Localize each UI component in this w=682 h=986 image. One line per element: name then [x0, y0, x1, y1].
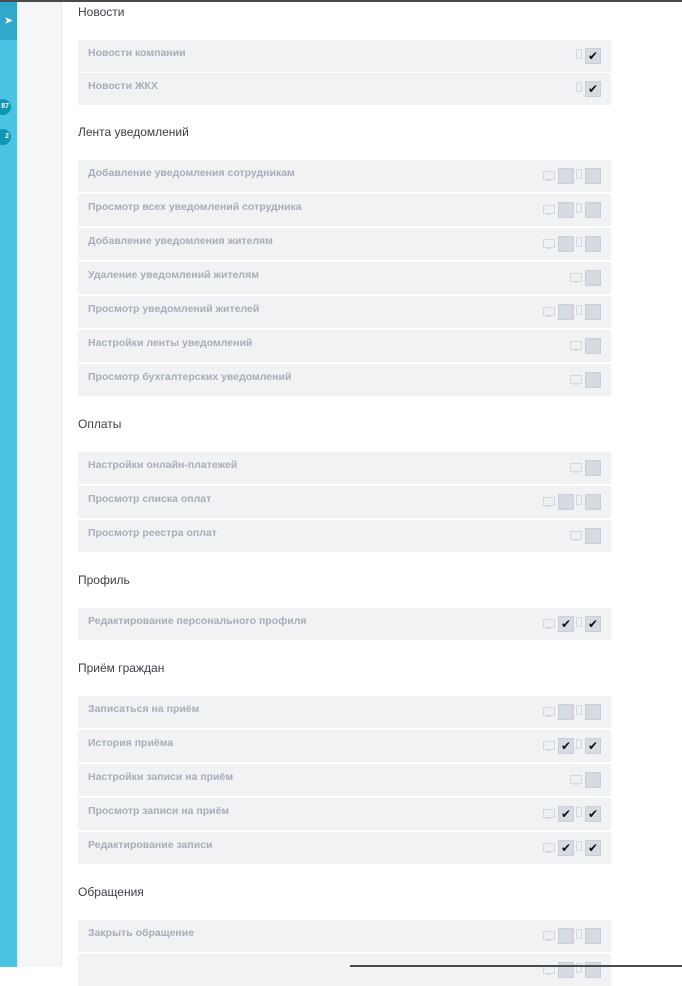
top-border [0, 0, 682, 2]
monitor-icon [543, 741, 555, 751]
permission-label: Добавление уведомления жителям [88, 235, 273, 247]
permission-label: Новости ЖКХ [88, 80, 158, 92]
permission-row [78, 296, 611, 328]
permission-controls [543, 202, 601, 218]
web-permission-checkbox[interactable] [558, 236, 574, 252]
permission-row [78, 73, 611, 105]
mobile-permission-checkbox[interactable] [585, 236, 601, 252]
permission-row [78, 832, 611, 864]
mobile-permission-checkbox[interactable] [585, 202, 601, 218]
web-permission-checkbox[interactable] [558, 738, 574, 754]
monitor-icon [570, 531, 582, 541]
web-permission-checkbox[interactable] [558, 616, 574, 632]
monitor-icon [543, 171, 555, 181]
web-permission-checkbox[interactable] [585, 372, 601, 388]
permission-row [78, 608, 611, 640]
permission-controls [543, 494, 601, 510]
permission-controls [574, 48, 601, 64]
notification-badge[interactable]: 2 [0, 129, 11, 145]
pin-icon[interactable]: ➤ [0, 2, 17, 40]
permission-label: Новости компании [88, 47, 186, 59]
permission-controls [570, 270, 601, 286]
mobile-permission-checkbox[interactable] [585, 81, 601, 97]
permission-controls [574, 81, 601, 97]
web-permission-checkbox[interactable] [558, 304, 574, 320]
phone-icon [576, 807, 582, 817]
permission-controls [543, 236, 601, 252]
section-title: Лента уведомлений [78, 125, 189, 139]
section-title: Оплаты [78, 417, 122, 431]
mobile-permission-checkbox[interactable] [585, 616, 601, 632]
monitor-icon [570, 273, 582, 283]
permission-controls [543, 304, 601, 320]
permission-label: История приёма [88, 737, 174, 749]
mobile-permission-checkbox[interactable] [585, 704, 601, 720]
permission-label: Просмотр бухгалтерских уведомлений [88, 371, 292, 383]
phone-icon [576, 739, 582, 749]
monitor-icon [543, 931, 555, 941]
permission-controls [543, 928, 601, 944]
divider [61, 2, 62, 967]
phone-icon [576, 841, 582, 851]
permission-row [78, 452, 611, 484]
phone-icon [576, 237, 582, 247]
permission-row [78, 920, 611, 952]
mobile-permission-checkbox[interactable] [585, 928, 601, 944]
mobile-permission-checkbox[interactable] [585, 738, 601, 754]
phone-icon [576, 49, 582, 59]
permission-row [78, 40, 611, 72]
permission-row [78, 228, 611, 260]
web-permission-checkbox[interactable] [558, 494, 574, 510]
permission-controls [570, 528, 601, 544]
monitor-icon [543, 205, 555, 215]
permission-label: Добавление уведомления сотрудникам [88, 167, 295, 179]
permission-controls [543, 616, 601, 632]
phone-icon [576, 617, 582, 627]
left-gutter [17, 2, 61, 967]
permission-controls [543, 806, 601, 822]
permission-row [78, 160, 611, 192]
web-permission-checkbox[interactable] [558, 840, 574, 856]
permission-label: Закрыть обращение [88, 927, 195, 939]
monitor-icon [543, 809, 555, 819]
permission-controls [570, 460, 601, 476]
monitor-icon [570, 463, 582, 473]
permission-row [78, 486, 611, 518]
web-permission-checkbox[interactable] [558, 202, 574, 218]
permission-row [78, 764, 611, 796]
permission-row [78, 194, 611, 226]
web-permission-checkbox[interactable] [558, 928, 574, 944]
section-title: Профиль [78, 573, 130, 587]
monitor-icon [543, 307, 555, 317]
permission-label: Редактирование персонального профиля [88, 615, 307, 627]
web-permission-checkbox[interactable] [558, 806, 574, 822]
permission-row [78, 730, 611, 762]
permission-label: Удаление уведомлений жителям [88, 269, 259, 281]
permission-controls [543, 704, 601, 720]
section-title: Приём граждан [78, 661, 165, 675]
sidebar [0, 2, 17, 967]
section-title: Новости [78, 5, 125, 19]
permission-label: Просмотр записи на приём [88, 805, 230, 817]
permission-controls [543, 840, 601, 856]
monitor-icon [543, 239, 555, 249]
phone-icon [576, 82, 582, 92]
permission-label: Редактирование записи [88, 839, 213, 851]
permission-row [78, 262, 611, 294]
web-permission-checkbox[interactable] [558, 168, 574, 184]
permission-label: Просмотр списка оплат [88, 493, 212, 505]
web-permission-checkbox[interactable] [585, 772, 601, 788]
phone-icon [576, 203, 582, 213]
monitor-icon [543, 497, 555, 507]
permission-row [78, 520, 611, 552]
permission-controls [543, 168, 601, 184]
permission-row [78, 364, 611, 396]
monitor-icon [543, 707, 555, 717]
section-title: Обращения [78, 885, 144, 899]
phone-icon [576, 929, 582, 939]
web-permission-checkbox[interactable] [558, 704, 574, 720]
mobile-permission-checkbox[interactable] [585, 304, 601, 320]
permission-label: Просмотр реестра оплат [88, 527, 217, 539]
monitor-icon [570, 775, 582, 785]
permission-controls [570, 772, 601, 788]
permission-controls [570, 338, 601, 354]
monitor-icon [543, 619, 555, 629]
mobile-permission-checkbox[interactable] [585, 168, 601, 184]
phone-icon [576, 305, 582, 315]
permission-label: Просмотр всех уведомлений сотрудника [88, 201, 302, 213]
monitor-icon [570, 341, 582, 351]
mobile-permission-checkbox[interactable] [585, 806, 601, 822]
permission-row [78, 330, 611, 362]
permission-label: Просмотр уведомлений жителей [88, 303, 260, 315]
web-permission-checkbox[interactable] [585, 338, 601, 354]
permission-label: Настройки онлайн-платежей [88, 459, 238, 471]
phone-icon [576, 705, 582, 715]
phone-icon [576, 169, 582, 179]
notification-badge[interactable]: 87 [0, 99, 11, 115]
permission-row [78, 954, 611, 986]
mobile-permission-checkbox[interactable] [585, 840, 601, 856]
monitor-icon [570, 375, 582, 385]
permission-row [78, 798, 611, 830]
web-permission-checkbox[interactable] [585, 460, 601, 476]
permission-label: Настройки записи на приём [88, 771, 234, 783]
permission-label: Записаться на приём [88, 703, 200, 715]
phone-icon [576, 495, 582, 505]
permission-row [78, 696, 611, 728]
mobile-permission-checkbox[interactable] [585, 48, 601, 64]
monitor-icon [543, 843, 555, 853]
permission-controls [570, 372, 601, 388]
permission-label: Настройки ленты уведомлений [88, 337, 253, 349]
web-permission-checkbox[interactable] [585, 528, 601, 544]
permission-controls [543, 738, 601, 754]
mobile-permission-checkbox[interactable] [585, 494, 601, 510]
web-permission-checkbox[interactable] [585, 270, 601, 286]
